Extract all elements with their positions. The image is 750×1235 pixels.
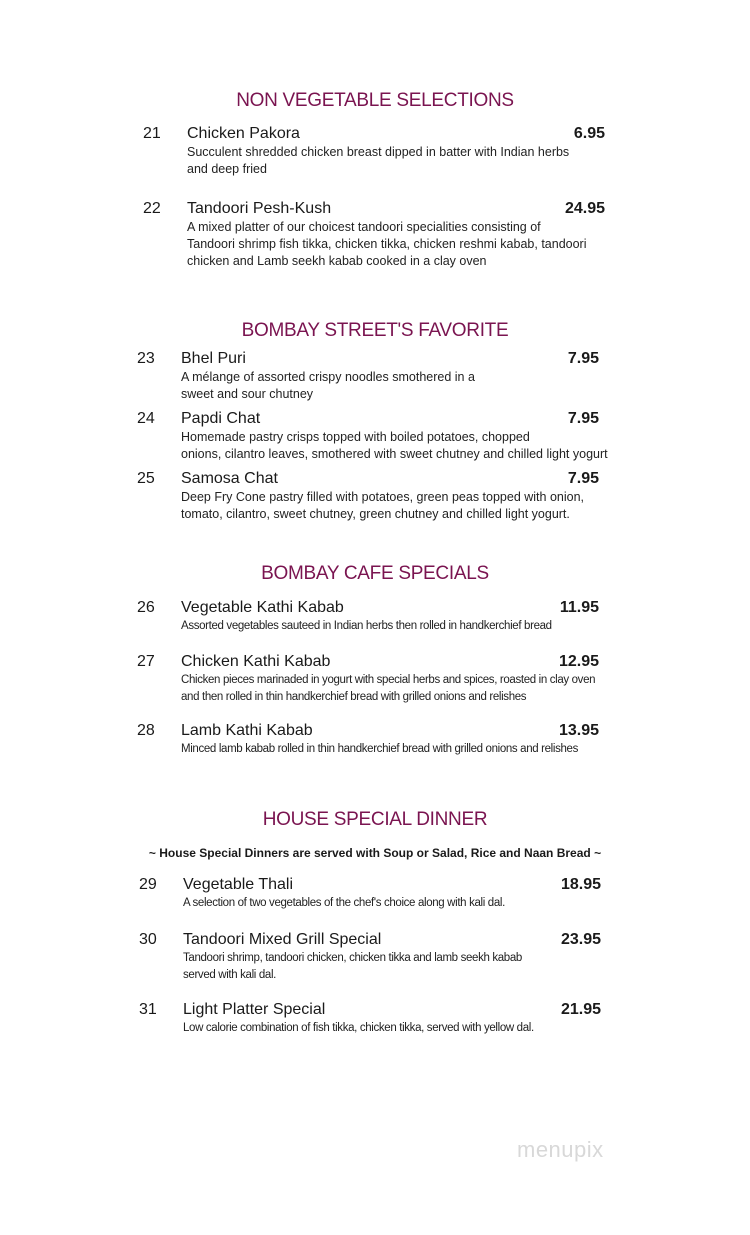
menu-item: [139, 931, 604, 986]
menupix-watermark: menupix: [517, 1137, 604, 1162]
item-name: Tandoori Mixed Grill Special: [183, 931, 382, 948]
item-number: 30: [139, 931, 157, 948]
menu-item: [137, 722, 602, 762]
item-description: [181, 672, 611, 706]
description-line: Homemade pastry crisps topped with boiled potatoes, chopped: [181, 430, 530, 444]
description-line: onions, cilantro leaves, smothered with sweet chutney and chilled light yogurt: [181, 447, 608, 461]
description-line: A selection of two vegetables of the chef's choice along with kali dal.: [183, 897, 505, 909]
item-name: Vegetable Thali: [183, 876, 294, 893]
item-price: 6.95: [573, 125, 605, 142]
item-name: Lamb Kathi Kabab: [181, 722, 313, 739]
section-title-house-special: HOUSE SPECIAL DINNER: [262, 809, 488, 830]
item-description: [183, 1020, 613, 1037]
item-price: 11.95: [559, 599, 599, 616]
description-line: Tandoori shrimp, tandoori chicken, chicken tikka and lamb seekh kabab: [183, 952, 522, 964]
item-description: [181, 369, 601, 403]
menu-item: [139, 876, 604, 916]
menu-item: [137, 350, 602, 405]
item-price: 23.95: [560, 931, 601, 948]
description-line: Deep Fry Cone pastry filled with potatoes, green peas topped with onion,: [181, 490, 585, 504]
item-price: 7.95: [567, 410, 599, 427]
menu-item: [143, 125, 608, 180]
item-name: Chicken Kathi Kabab: [181, 653, 331, 670]
menu-item: [137, 410, 608, 465]
description-line: Assorted vegetables sauteed in Indian herbs then rolled in handkerchief bread: [181, 620, 552, 632]
description-line: sweet and sour chutney: [181, 387, 314, 401]
description-line: Low calorie combination of fish tikka, chicken tikka, served with yellow dal.: [183, 1022, 534, 1034]
house-special-note: ~ House Special Dinners are served with Soup or Salad, Rice and Naan Bread ~: [148, 846, 602, 860]
item-number: 24: [137, 410, 155, 427]
description-line: and deep fried: [187, 162, 267, 176]
item-description: [183, 895, 613, 912]
item-price: 13.95: [558, 722, 599, 739]
item-name: Papdi Chat: [181, 410, 261, 427]
menu-item: [137, 470, 602, 525]
description-line: and then rolled in thin handkerchief bread with grilled onions and relishes: [181, 691, 527, 703]
item-price: 7.95: [567, 470, 599, 487]
menu-item: [143, 200, 608, 272]
description-line: A mixed platter of our choicest tandoori specialities consisting of: [187, 220, 541, 234]
section-title-bombay-cafe: BOMBAY CAFE SPECIALS: [261, 563, 489, 584]
item-description: [181, 618, 611, 635]
description-line: Tandoori shrimp fish tikka, chicken tikka, chicken reshmi kabab, tandoori: [187, 237, 587, 251]
section-title-bombay-street: BOMBAY STREET'S FAVORITE: [241, 320, 509, 341]
item-name: Vegetable Kathi Kabab: [181, 599, 344, 616]
item-description: [181, 489, 611, 523]
item-price: 7.95: [567, 350, 599, 367]
item-name: Samosa Chat: [181, 470, 278, 487]
description-line: chicken and Lamb seekh kabab cooked in a clay oven: [187, 254, 487, 268]
description-line: A mélange of assorted crispy noodles smothered in a: [181, 370, 475, 384]
menu-item: [137, 653, 602, 708]
description-line: served with kali dal.: [183, 969, 277, 981]
menu-item: [137, 599, 602, 639]
item-description: [181, 429, 611, 463]
item-number: 28: [137, 722, 155, 739]
item-number: 23: [137, 350, 155, 367]
item-price: 12.95: [558, 653, 599, 670]
item-number: 21: [143, 125, 161, 142]
description-line: Minced lamb kabab rolled in thin handkerchief bread with grilled onions and relishes: [181, 743, 578, 755]
description-line: Chicken pieces marinaded in yogurt with special herbs and spices, roasted in clay oven: [181, 674, 596, 686]
description-line: tomato, cilantro, sweet chutney, green chutney and chilled light yogurt.: [181, 507, 570, 521]
item-description: [181, 741, 611, 758]
item-number: 29: [139, 876, 157, 893]
description-line: Succulent shredded chicken breast dipped in batter with Indian herbs: [187, 145, 570, 159]
item-name: Tandoori Pesh-Kush: [187, 200, 332, 217]
menu-item: [139, 1001, 604, 1041]
item-description: [187, 144, 607, 178]
item-name: Chicken Pakora: [187, 125, 300, 142]
section-title-non-vegetable: NON VEGETABLE SELECTIONS: [236, 90, 514, 111]
item-number: 25: [137, 470, 155, 487]
item-price: 18.95: [560, 876, 601, 893]
item-description: [183, 950, 613, 984]
item-price: 24.95: [564, 200, 605, 217]
item-number: 26: [137, 599, 155, 616]
item-price: 21.95: [560, 1001, 601, 1018]
item-description: [187, 219, 607, 270]
item-name: Bhel Puri: [181, 350, 246, 367]
item-name: Light Platter Special: [183, 1001, 326, 1018]
item-number: 31: [139, 1001, 157, 1018]
item-number: 27: [137, 653, 155, 670]
item-number: 22: [143, 200, 161, 217]
